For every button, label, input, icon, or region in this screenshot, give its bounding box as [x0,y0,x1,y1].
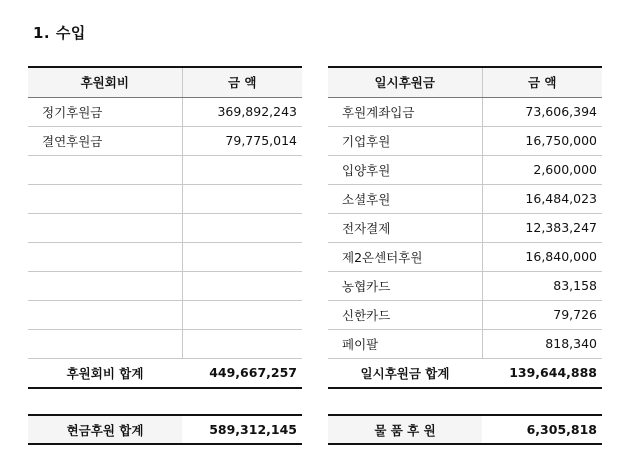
row-name: 입양후원 [328,155,482,184]
row-name: 소셜후원 [328,184,482,213]
table-header-row [328,67,602,97]
row-amount: 818,340 [482,329,602,358]
row-amount [182,271,302,300]
total-label: 후원회비 합계 [28,358,182,388]
summary-row [328,415,602,444]
row-name: 정기후원금 [28,97,182,126]
row-amount: 2,600,000 [482,155,602,184]
cash-donation-total-table [28,414,302,445]
table-row [328,300,602,329]
row-name: 전자결제 [328,213,482,242]
row-name [28,329,182,358]
total-row [328,358,602,388]
table-row [28,97,302,126]
table-row [328,155,602,184]
row-amount [182,329,302,358]
row-amount [182,155,302,184]
row-name: 기업후원 [328,126,482,155]
row-amount [182,184,302,213]
column-header-amount: 금 액 [482,67,602,97]
table-row [28,155,302,184]
column-header-amount: 금 액 [182,67,302,97]
summary-row [28,415,302,444]
table-row [328,126,602,155]
row-name: 신한카드 [328,300,482,329]
table-row [28,184,302,213]
row-name [28,155,182,184]
in-kind-label: 물 품 후 원 [328,415,482,444]
row-amount [182,300,302,329]
row-name: 페이팔 [328,329,482,358]
row-name [28,271,182,300]
table-header-row [28,67,302,97]
table-row [28,271,302,300]
column-header-name: 후원회비 [28,67,182,97]
column-header-name: 일시후원금 [328,67,482,97]
table-row [328,97,602,126]
row-amount: 16,840,000 [482,242,602,271]
row-amount [182,213,302,242]
row-name [28,242,182,271]
row-name: 결연후원금 [28,126,182,155]
row-name: 제2온센터후원 [328,242,482,271]
total-label: 일시후원금 합계 [328,358,482,388]
row-name: 후원계좌입금 [328,97,482,126]
table-row [328,271,602,300]
table-row [328,329,602,358]
total-row [28,358,302,388]
total-amount: 449,667,257 [182,358,302,388]
cash-total-label: 현금후원 합계 [28,415,182,444]
table-row [328,242,602,271]
table-row [28,242,302,271]
row-name: 농협카드 [328,271,482,300]
section-title: 1. 수입 [33,24,86,42]
total-amount: 139,644,888 [482,358,602,388]
row-amount: 83,158 [482,271,602,300]
row-name [28,213,182,242]
table-row [28,329,302,358]
membership-fee-table [28,66,302,389]
row-amount: 79,775,014 [182,126,302,155]
row-amount: 16,484,023 [482,184,602,213]
row-amount [182,242,302,271]
table-row [28,126,302,155]
row-amount: 369,892,243 [182,97,302,126]
table-row [328,184,602,213]
row-name [28,184,182,213]
row-amount: 12,383,247 [482,213,602,242]
in-kind-amount: 6,305,818 [482,415,602,444]
row-amount: 16,750,000 [482,126,602,155]
table-row [28,300,302,329]
temporary-donation-table [328,66,602,389]
row-amount: 79,726 [482,300,602,329]
row-amount: 73,606,394 [482,97,602,126]
table-row [28,213,302,242]
in-kind-donation-table [328,414,602,445]
cash-total-amount: 589,312,145 [182,415,302,444]
row-name [28,300,182,329]
table-row [328,213,602,242]
